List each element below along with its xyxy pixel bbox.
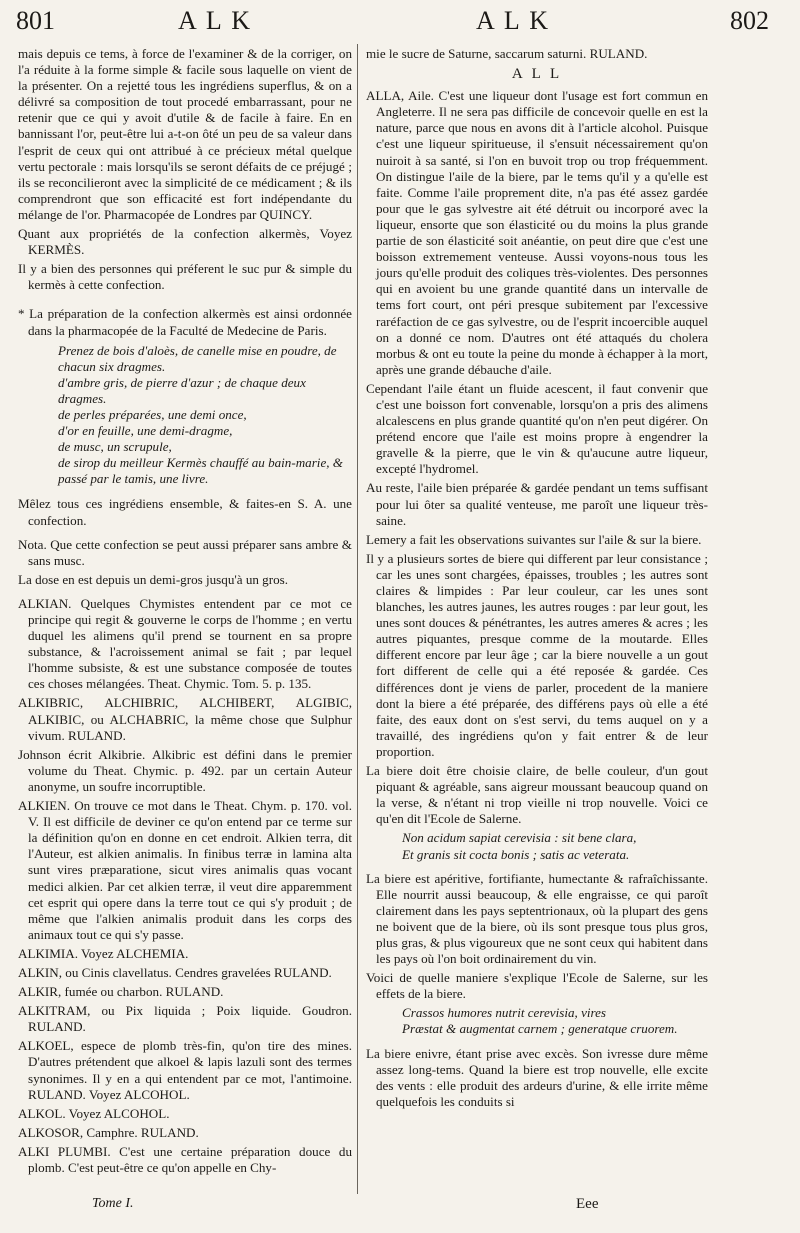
- paragraph: Il y a bien des personnes qui préferent le suc pur & simple du kermès à cette confection.: [18, 261, 352, 293]
- paragraph: * La préparation de la confection alkermès est ainsi ordonnée dans la pharmacopée de la Faculté de Medecine de Paris.: [18, 306, 352, 338]
- verse-line: Crassos humores nutrit cerevisia, vires: [402, 1005, 607, 1021]
- paragraph: La dose en est depuis un demi-gros jusqu'à un gros.: [18, 571, 289, 587]
- signature-mark: Eee: [576, 1196, 599, 1212]
- paragraph: Johnson écrit Alkibrie. Alkibric est défini dans le premier volume du Theat. Chymic. p. 492. par un certain Auteur anonyme, un soufre incorruptible.: [18, 746, 352, 794]
- entry-alkibric: ALKIBRIC, ALCHIBRIC, ALCHIBERT, ALGIBIC, ALKIBIC, ou ALCHABRIC, la même chose que Sulphur vivum. RULAND.: [18, 695, 352, 743]
- entry-alkitram: ALKITRAM, ou Pix liquida ; Poix liquide. Goudron. RULAND.: [18, 1003, 352, 1035]
- verse-line: Et granis sit cocta bonis ; satis ac veterata.: [402, 846, 630, 862]
- recipe-line: de perles préparées, une demi once,: [58, 406, 247, 422]
- paragraph: mie le sucre de Saturne, saccarum saturni. RULAND.: [366, 46, 648, 61]
- paragraph: La biere doit être choisie claire, de belle couleur, d'un gout piquant & agréable, sans aigreur moussant beaucoup quand on la verse, & n'étant ni trop vieille ni trop nouvelle. Voici ce qu'en dit l'Ecole de Salerne.: [366, 763, 708, 827]
- recipe-line: Prenez de bois d'aloès, de canelle mise en poudre, de chacun six dragmes.: [58, 342, 337, 374]
- recipe-list: [18, 343, 352, 488]
- paragraph: Mêlez tous ces ingrédiens ensemble, & faites-en S. A. une confection.: [18, 496, 352, 528]
- verse-line: Non acidum sapiat cerevisia : sit bene clara,: [402, 830, 637, 846]
- recipe-line: de sirop du meilleur Kermès chauffé au bain-marie, & passé par le tamis, une livre.: [58, 455, 343, 487]
- left-page-number: 801: [16, 6, 55, 35]
- paragraph: La biere enivre, étant prise avec excès. Son ivresse dure même assez long-tems. Quand la biere est trop nouvelle, elle excite des vents : elle produit des ardeurs d'urine, & elle irrite même quelquefois les conduits si: [366, 1045, 708, 1109]
- entry-alkoel: ALKOEL, espece de plomb très-fin, qu'on tire des mines. D'autres prétendent que alkoel & lapis lazuli sont des termes synonimes. Il y en a qui entendent par ce mot, l'antimoine. RULAND. Voyez ALCOHOL.: [18, 1038, 352, 1102]
- left-running-head: A L K: [178, 6, 253, 35]
- entry-alkosor: ALKOSOR, Camphre. RULAND.: [18, 1124, 199, 1140]
- paragraph: Au reste, l'aile bien préparée & gardée pendant un tems suffisant pour lui ôter sa qualité venteuse, me paroît une liqueur très-saine.: [366, 480, 708, 528]
- recipe-line: d'ambre gris, de pierre d'azur ; de chaque deux dragmes.: [58, 374, 306, 406]
- paragraph: La biere est apéritive, fortifiante, humectante & rafraîchissante. Elle nourrit aussi beaucoup, & elle engraisse, ce qui paroît clairement dans les pays septentrionaux, où la plupart des gens ne boivent que de la biere, où ils sont presque tous plus gros, plus gras, & plus vigoureux que ne sont ceux qui habitent dans les pays où l'on boit ordinairement du vin.: [366, 870, 708, 967]
- paragraph: Il y a plusieurs sortes de biere qui different par leur consistance ; car les unes sont chargées, épaisses, troubles ; les autres sont claires & limpides : Par leur couleur, car les unes sont blanches, les autres jaunes, les autres rouges : par leur gout, les unes sont douces & pénétrantes, les autres ameres & acres ; les autres piquantes, presque comme de la moutarde. Elles different encore par leur âge ; car la biere nouvelle a un gout fort different de celle qui a été reposée & gardée. Ces différences dont je viens de parler, procedent de la maniere dont la biere a été préparée, des différens pays où elle a été faite, des eaux dont on s'est servi, du tems auquel on y a travaillé, des ingrédiens qu'on y fait entrer & de leur proportion.: [366, 550, 708, 759]
- verse: [366, 1005, 708, 1037]
- entry-alkin: ALKIN, ou Cinis clavellatus. Cendres gravelées RULAND.: [18, 964, 332, 980]
- right-column: [366, 46, 708, 1113]
- paragraph: Cependant l'aile étant un fluide acescent, il faut convenir que c'est une boisson fort convenable, lorsqu'on a pris des alimens alcalescens en plus grande quantité qu'on n'en peut digérer. On prétend encore que l'aile est moins propre à engendrer la gravelle & la pierre, que le vin & qu'aucune autre liqueur, excepté l'hydromel.: [366, 380, 708, 477]
- paragraph: mais depuis ce tems, à force de l'examiner & de la corriger, on l'a réduite à la forme simple & facile sous laquelle on vient de la présenter. On a rejetté tous les ingrédiens superflus, & on a délivré sa composition de tout procedé embarrassant, pour ne retenir que ce qui y avoit d'utile & de facile à faire. En en bannissant l'or, peut-être lui a-t-on ôté un peu de sa valeur dans l'esprit de ceux qui ont attribué à ce précieux métal quelque vertu pectorale : mais lorsqu'ils se seront défaits de ce préjugé ; ils se reconcilieront avec la simplicité de ce médicament ; & ils comprendront que son efficacité est fort indépendante du mélange de l'or. Pharmacopée de Londres par QUINCY.: [18, 46, 352, 222]
- entry-alkian: ALKIAN. Quelques Chymistes entendent par ce mot ce principe qui regit & gouverne le corps de l'homme ; en vertu duquel les alimens qu'il prend se tournent en sa propre substance, & l'acroissement animal se fait ; par lequel l'homme subsiste, & est une substance composée de toutes ces choses mélangées. Theat. Chymic. Tom. 5. p. 135.: [18, 595, 352, 692]
- paragraph: Lemery a fait les observations suivantes sur l'aile & sur la biere.: [366, 531, 702, 547]
- entry-alla: ALLA, Aile. C'est une liqueur dont l'usage est fort commun en Angleterre. Il ne sera pas difficile de concevoir quelle en est la nature, parce que nous en avons dit à l'article alcohol. Puisque c'est une liqueur spiritueuse, il s'ensuit nécessairement qu'on nuiroit à sa santé, si l'on en buvoit trop ou trop fréquemment. On distingue l'aile de la biere, par le tems qu'il y a qu'elle est faite. Comme l'aile proprement dite, n'a pas été assez gardée pour que le gas sylvestre ait été détruit ou incorporé avec la liqueur, ensorte que son élasticité ou du moins la plus grande partie de son élasticité soit anéantie, on peut dire que c'est une boisson extremement venteuse. Aussi voyons-nous tous les jours qu'elle produit des coliques très-violentes. Des personnes qui en avoient bu une grande quantité dans un intervalle de tems fort court, ont péri presque subitement par l'excessive raréfaction de ce gas sylvestre, ou de l'esprit incoercible auquel on a donné ce nom. D'autres ont été attaqués du cholera morbus & ont eu toute la peine du monde à échapper à la mort, après une grande débauche d'aile.: [366, 88, 708, 377]
- recipe-line: de musc, un scrupule,: [58, 439, 172, 455]
- section-heading: A L L: [511, 66, 563, 83]
- left-column: [18, 46, 352, 1179]
- paragraph: Quant aux propriétés de la confection alkermès, Voyez KERMÈS.: [18, 226, 352, 258]
- entry-alkir: ALKIR, fumée ou charbon. RULAND.: [18, 984, 224, 1000]
- entry-alki-plumbi: ALKI PLUMBI. C'est une certaine préparation douce du plomb. C'est peut-être ce qu'on appelle en Chy-: [18, 1143, 352, 1175]
- recipe-line: d'or en feuille, une demi-dragme,: [58, 423, 233, 439]
- paragraph: Nota. Que cette confection se peut aussi préparer sans ambre & sans musc.: [18, 536, 352, 568]
- entry-alkien: ALKIEN. On trouve ce mot dans le Theat. Chym. p. 170. vol. V. Il est difficile de deviner ce qu'on entend par ce terme sur la définition qu'on en donne en cet endroit. Alkien terra, dit l'Auteur, est alkien animalis. In finibus terræ in lamina alta sunt vires præparatione, sicut vires animalis quas vocant medici alkien. Par cet alkien terræ, il veut dire apparemment cet esprit qui opere dans la terre tout ce qui s'y produit ; de même que l'alkien animalis produit dans les corps des animaux tout ce qui s'y passe.: [18, 798, 352, 942]
- right-page-number: 802: [730, 6, 769, 35]
- right-running-head: A L K: [476, 6, 551, 35]
- column-divider: [357, 44, 358, 1194]
- paragraph: Voici de quelle maniere s'explique l'Ecole de Salerne, sur les effets de la biere.: [366, 970, 708, 1002]
- entry-alkol: ALKOL. Voyez ALCOHOL.: [18, 1105, 170, 1121]
- verse-line: Præstat & augmentat carnem ; generatque cruorem.: [402, 1021, 678, 1037]
- verse: [366, 830, 708, 862]
- volume-label: Tome I.: [92, 1196, 134, 1211]
- entry-alkimia: ALKIMIA. Voyez ALCHEMIA.: [18, 945, 189, 961]
